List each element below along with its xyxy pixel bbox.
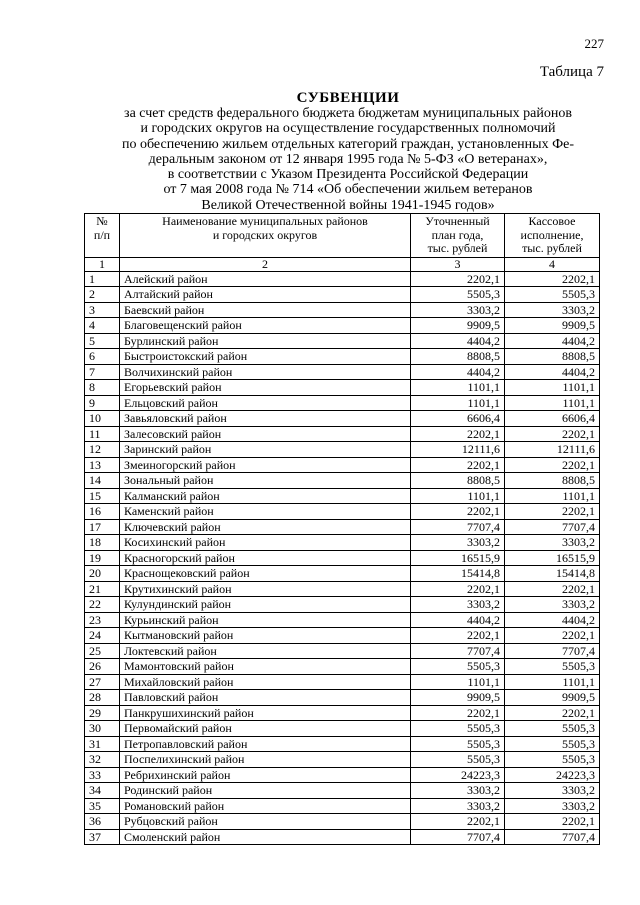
district-name-cell: Михайловский район <box>120 674 411 690</box>
execution-value-cell: 1101,1 <box>505 674 600 690</box>
row-number-cell: 23 <box>85 612 120 628</box>
plan-value-cell: 2202,1 <box>411 581 505 597</box>
execution-value-cell: 2202,1 <box>505 504 600 520</box>
execution-value-cell: 8808,5 <box>505 349 600 365</box>
header-text: тыс. рублей <box>522 241 582 255</box>
plan-value-cell: 3303,2 <box>411 302 505 318</box>
plan-value-cell: 15414,8 <box>411 566 505 582</box>
column-number: 1 <box>85 257 120 271</box>
row-number-cell: 24 <box>85 628 120 644</box>
table-row <box>85 674 600 690</box>
title-heading: СУБВЕНЦИИ <box>296 90 400 106</box>
title-line: и городских округов на осуществление государственных полномочий <box>140 121 556 137</box>
plan-value-cell: 4404,2 <box>411 333 505 349</box>
district-name-cell: Благовещенский район <box>120 318 411 334</box>
row-number-cell: 37 <box>85 829 120 845</box>
plan-value-cell: 4404,2 <box>411 612 505 628</box>
plan-value-cell: 1101,1 <box>411 380 505 396</box>
row-number-cell: 28 <box>85 690 120 706</box>
execution-value-cell: 7707,4 <box>505 643 600 659</box>
execution-value-cell: 15414,8 <box>505 566 600 582</box>
district-name-cell: Ельцовский район <box>120 395 411 411</box>
plan-value-cell: 3303,2 <box>411 783 505 799</box>
district-name-cell: Курьинский район <box>120 612 411 628</box>
table-row <box>85 550 600 566</box>
row-number-cell: 16 <box>85 504 120 520</box>
header-text: Уточненный <box>425 214 490 228</box>
column-number-row <box>85 257 600 271</box>
column-number: 3 <box>411 257 505 271</box>
district-name-cell: Кытмановский район <box>120 628 411 644</box>
plan-value-cell: 4404,2 <box>411 364 505 380</box>
row-number-cell: 15 <box>85 488 120 504</box>
table-body <box>85 271 600 845</box>
district-name-cell: Мамонтовский район <box>120 659 411 675</box>
table-row <box>85 349 600 365</box>
title-line: за счет средств федерального бюджета бюджетам муниципальных районов <box>124 106 572 121</box>
plan-value-cell: 7707,4 <box>411 643 505 659</box>
execution-value-cell: 4404,2 <box>505 364 600 380</box>
execution-value-cell: 2202,1 <box>505 628 600 644</box>
execution-value-cell: 3303,2 <box>505 597 600 613</box>
header-row <box>85 214 600 258</box>
table-row <box>85 318 600 334</box>
plan-value-cell: 2202,1 <box>411 628 505 644</box>
title-line: от 7 мая 2008 года № 714 «Об обеспечении жильем ветеранов <box>163 182 533 198</box>
execution-value-cell: 16515,9 <box>505 550 600 566</box>
table-row <box>85 767 600 783</box>
document-title <box>84 90 612 213</box>
row-number-cell: 32 <box>85 752 120 768</box>
district-name-cell: Романовский район <box>120 798 411 814</box>
execution-value-cell: 2202,1 <box>505 271 600 287</box>
row-number-cell: 33 <box>85 767 120 783</box>
table-row <box>85 426 600 442</box>
plan-value-cell: 5505,3 <box>411 752 505 768</box>
district-name-cell: Кулундинский район <box>120 597 411 613</box>
header-number <box>85 214 120 258</box>
row-number-cell: 18 <box>85 535 120 551</box>
header-text: тыс. рублей <box>427 241 488 255</box>
district-name-cell: Залесовский район <box>120 426 411 442</box>
district-name-cell: Смоленский район <box>120 829 411 845</box>
table-row <box>85 473 600 489</box>
row-number-cell: 27 <box>85 674 120 690</box>
row-number-cell: 12 <box>85 442 120 458</box>
plan-value-cell: 2202,1 <box>411 814 505 830</box>
header-text: Кассовое <box>528 214 576 228</box>
table-row <box>85 287 600 303</box>
plan-value-cell: 5505,3 <box>411 721 505 737</box>
table-row <box>85 380 600 396</box>
table-row <box>85 302 600 318</box>
row-number-cell: 4 <box>85 318 120 334</box>
header-text: план года, <box>431 227 484 242</box>
execution-value-cell: 7707,4 <box>505 519 600 535</box>
table-row <box>85 488 600 504</box>
row-number-cell: 11 <box>85 426 120 442</box>
plan-value-cell: 1101,1 <box>411 674 505 690</box>
table-row <box>85 628 600 644</box>
table-row <box>85 519 600 535</box>
subsidies-table <box>84 213 600 845</box>
district-name-cell: Петропавловский район <box>120 736 411 752</box>
execution-value-cell: 4404,2 <box>505 612 600 628</box>
execution-value-cell: 5505,3 <box>505 287 600 303</box>
execution-value-cell: 1101,1 <box>505 395 600 411</box>
district-name-cell: Ключевский район <box>120 519 411 535</box>
column-number: 2 <box>120 257 411 271</box>
plan-value-cell: 8808,5 <box>411 473 505 489</box>
plan-value-cell: 7707,4 <box>411 519 505 535</box>
district-name-cell: Бурлинский район <box>120 333 411 349</box>
plan-value-cell: 9909,5 <box>411 318 505 334</box>
row-number-cell: 35 <box>85 798 120 814</box>
table-row <box>85 736 600 752</box>
header-text: Наименование муниципальных районов <box>162 214 368 228</box>
row-number-cell: 17 <box>85 519 120 535</box>
table-row <box>85 798 600 814</box>
execution-value-cell: 7707,4 <box>505 829 600 845</box>
execution-value-cell: 3303,2 <box>505 783 600 799</box>
plan-value-cell: 24223,3 <box>411 767 505 783</box>
row-number-cell: 20 <box>85 566 120 582</box>
title-line: Великой Отечественной войны 1941-1945 годов» <box>201 197 495 213</box>
district-name-cell: Калманский район <box>120 488 411 504</box>
execution-value-cell: 5505,3 <box>505 659 600 675</box>
row-number-cell: 22 <box>85 597 120 613</box>
district-name-cell: Алтайский район <box>120 287 411 303</box>
plan-value-cell: 1101,1 <box>411 395 505 411</box>
table-row <box>85 364 600 380</box>
district-name-cell: Родинский район <box>120 783 411 799</box>
execution-value-cell: 2202,1 <box>505 457 600 473</box>
execution-value-cell: 3303,2 <box>505 535 600 551</box>
plan-value-cell: 2202,1 <box>411 271 505 287</box>
table-row <box>85 659 600 675</box>
district-name-cell: Локтевский район <box>120 643 411 659</box>
row-number-cell: 10 <box>85 411 120 427</box>
table-row <box>85 612 600 628</box>
district-name-cell: Завьяловский район <box>120 411 411 427</box>
table-row <box>85 395 600 411</box>
row-number-cell: 8 <box>85 380 120 396</box>
table-row <box>85 721 600 737</box>
plan-value-cell: 12111,6 <box>411 442 505 458</box>
table-row <box>85 411 600 427</box>
title-line: в соответствии с Указом Президента Российской Федерации <box>167 167 529 183</box>
row-number-cell: 30 <box>85 721 120 737</box>
row-number-cell: 31 <box>85 736 120 752</box>
header-plan <box>411 214 505 258</box>
plan-value-cell: 9909,5 <box>411 690 505 706</box>
district-name-cell: Быстроистокский район <box>120 349 411 365</box>
district-name-cell: Алейский район <box>120 271 411 287</box>
row-number-cell: 14 <box>85 473 120 489</box>
header-text: п/п <box>93 227 111 242</box>
plan-value-cell: 5505,3 <box>411 287 505 303</box>
table-row <box>85 690 600 706</box>
row-number-cell: 9 <box>85 395 120 411</box>
column-number: 4 <box>505 257 600 271</box>
district-name-cell: Поспелихинский район <box>120 752 411 768</box>
execution-value-cell: 5505,3 <box>505 721 600 737</box>
plan-value-cell: 1101,1 <box>411 488 505 504</box>
plan-value-cell: 2202,1 <box>411 457 505 473</box>
table-row <box>85 442 600 458</box>
district-name-cell: Волчихинский район <box>120 364 411 380</box>
district-name-cell: Баевский район <box>120 302 411 318</box>
execution-value-cell: 9909,5 <box>505 318 600 334</box>
district-name-cell: Краснощековский район <box>120 566 411 582</box>
table-label: Таблица 7 <box>539 64 604 80</box>
district-name-cell: Змеиногорский район <box>120 457 411 473</box>
district-name-cell: Панкрушихинский район <box>120 705 411 721</box>
row-number-cell: 21 <box>85 581 120 597</box>
district-name-cell: Зональный район <box>120 473 411 489</box>
header-execution <box>505 214 600 258</box>
execution-value-cell: 5505,3 <box>505 752 600 768</box>
title-line: по обеспечению жильем отдельных категорий граждан, установленных Фе- <box>122 136 574 152</box>
table-row <box>85 457 600 473</box>
row-number-cell: 3 <box>85 302 120 318</box>
execution-value-cell: 12111,6 <box>505 442 600 458</box>
execution-value-cell: 24223,3 <box>505 767 600 783</box>
plan-value-cell: 3303,2 <box>411 798 505 814</box>
district-name-cell: Первомайский район <box>120 721 411 737</box>
table-row <box>85 752 600 768</box>
table-header <box>85 214 600 272</box>
execution-value-cell: 5505,3 <box>505 736 600 752</box>
row-number-cell: 25 <box>85 643 120 659</box>
execution-value-cell: 3303,2 <box>505 302 600 318</box>
table-row <box>85 566 600 582</box>
district-name-cell: Косихинский район <box>120 535 411 551</box>
table-row <box>85 581 600 597</box>
district-name-cell: Павловский район <box>120 690 411 706</box>
district-name-cell: Рубцовский район <box>120 814 411 830</box>
table-row <box>85 333 600 349</box>
execution-value-cell: 9909,5 <box>505 690 600 706</box>
header-text: и городских округов <box>212 227 318 242</box>
execution-value-cell: 6606,4 <box>505 411 600 427</box>
header-text: исполнение, <box>520 227 584 242</box>
table-row <box>85 829 600 845</box>
plan-value-cell: 16515,9 <box>411 550 505 566</box>
row-number-cell: 6 <box>85 349 120 365</box>
execution-value-cell: 4404,2 <box>505 333 600 349</box>
title-line: деральным законом от 12 января 1995 года № 5-ФЗ «О ветеранах», <box>148 151 548 167</box>
row-number-cell: 5 <box>85 333 120 349</box>
row-number-cell: 34 <box>85 783 120 799</box>
row-number-cell: 26 <box>85 659 120 675</box>
district-name-cell: Крутихинский район <box>120 581 411 597</box>
table-row <box>85 705 600 721</box>
plan-value-cell: 3303,2 <box>411 535 505 551</box>
page-number: 227 <box>584 36 604 51</box>
execution-value-cell: 1101,1 <box>505 488 600 504</box>
table-row <box>85 643 600 659</box>
district-name-cell: Каменский район <box>120 504 411 520</box>
row-number-cell: 7 <box>85 364 120 380</box>
table-row <box>85 271 600 287</box>
table-row <box>85 504 600 520</box>
plan-value-cell: 3303,2 <box>411 597 505 613</box>
plan-value-cell: 8808,5 <box>411 349 505 365</box>
row-number-cell: 13 <box>85 457 120 473</box>
row-number-cell: 36 <box>85 814 120 830</box>
plan-value-cell: 2202,1 <box>411 504 505 520</box>
execution-value-cell: 2202,1 <box>505 581 600 597</box>
execution-value-cell: 2202,1 <box>505 426 600 442</box>
plan-value-cell: 2202,1 <box>411 426 505 442</box>
district-name-cell: Егорьевский район <box>120 380 411 396</box>
table-row <box>85 783 600 799</box>
plan-value-cell: 5505,3 <box>411 659 505 675</box>
plan-value-cell: 7707,4 <box>411 829 505 845</box>
row-number-cell: 19 <box>85 550 120 566</box>
execution-value-cell: 8808,5 <box>505 473 600 489</box>
header-text: № <box>96 214 108 228</box>
district-name-cell: Красногорский район <box>120 550 411 566</box>
execution-value-cell: 2202,1 <box>505 705 600 721</box>
plan-value-cell: 2202,1 <box>411 705 505 721</box>
row-number-cell: 2 <box>85 287 120 303</box>
plan-value-cell: 5505,3 <box>411 736 505 752</box>
execution-value-cell: 1101,1 <box>505 380 600 396</box>
row-number-cell: 29 <box>85 705 120 721</box>
execution-value-cell: 2202,1 <box>505 814 600 830</box>
district-name-cell: Заринский район <box>120 442 411 458</box>
plan-value-cell: 6606,4 <box>411 411 505 427</box>
table-row <box>85 535 600 551</box>
header-name <box>120 214 411 258</box>
row-number-cell: 1 <box>85 271 120 287</box>
district-name-cell: Ребрихинский район <box>120 767 411 783</box>
table-row <box>85 597 600 613</box>
execution-value-cell: 3303,2 <box>505 798 600 814</box>
table-row <box>85 814 600 830</box>
